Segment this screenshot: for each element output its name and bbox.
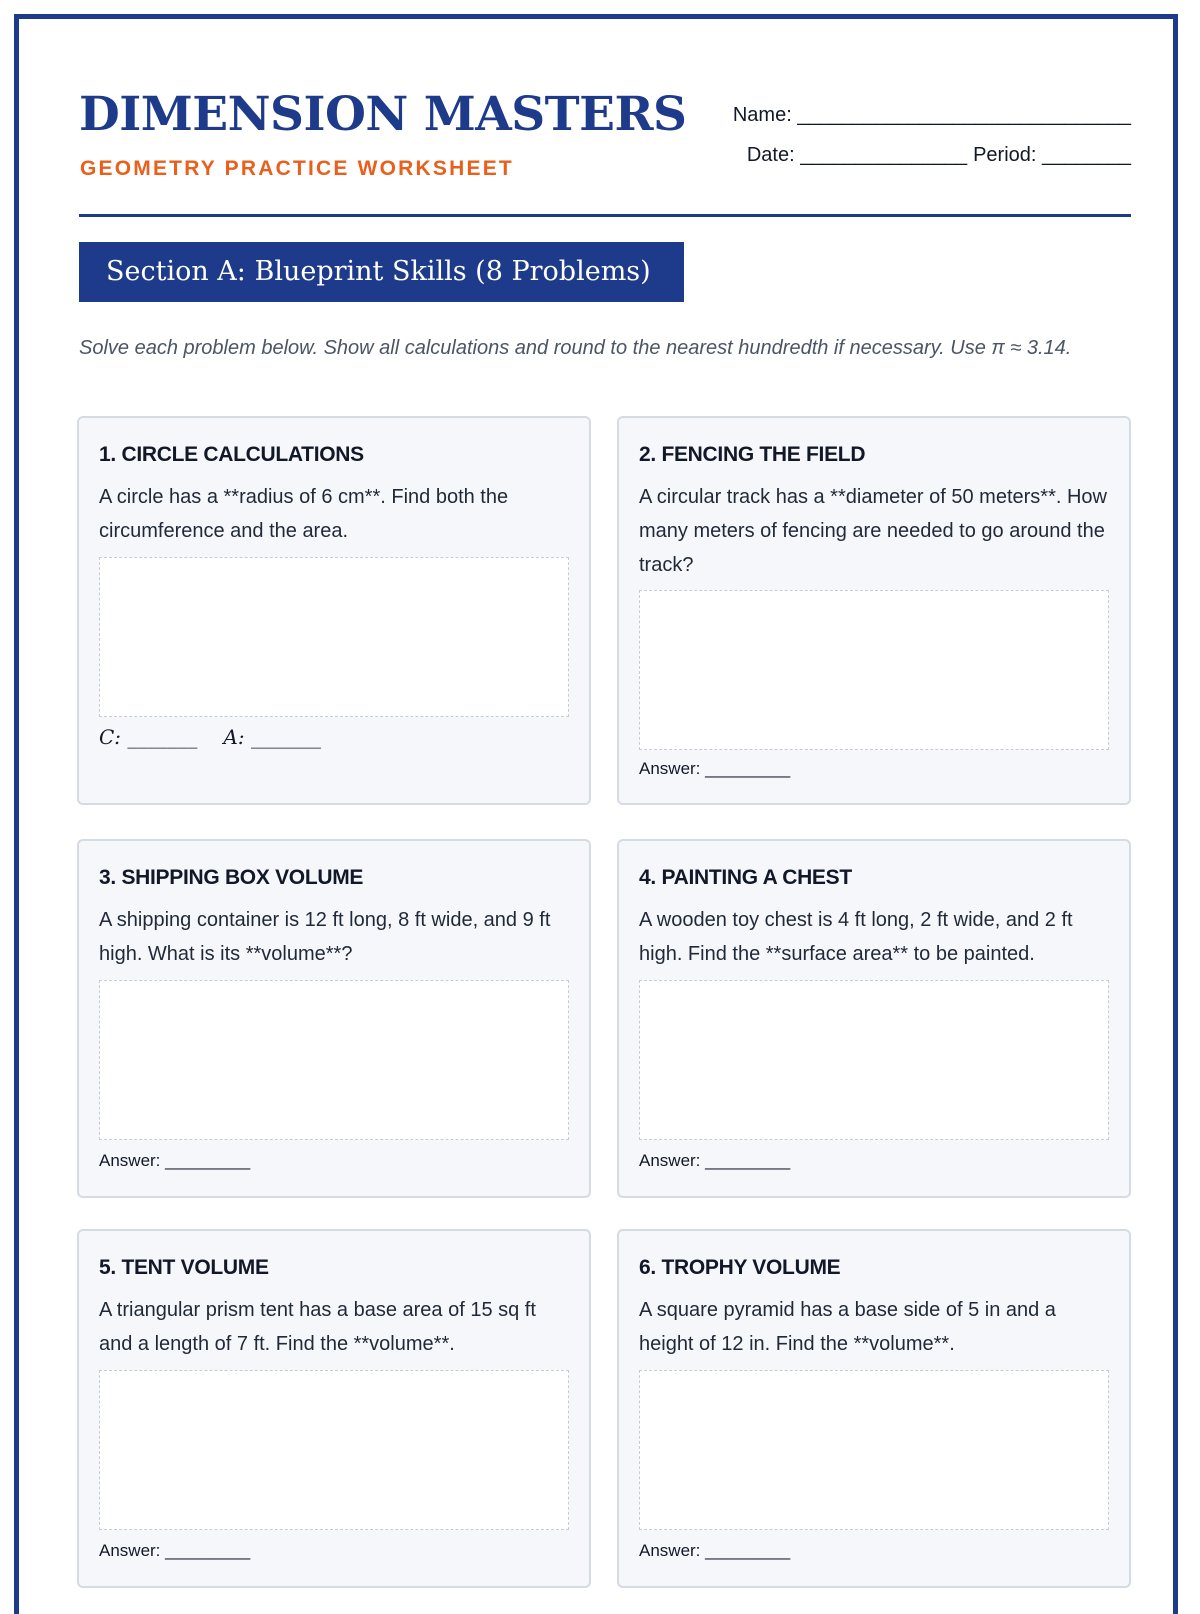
problem-card-6: [617, 1229, 1131, 1588]
circumference-answer[interactable]: C: _______: [99, 725, 198, 749]
section-a-banner: Section A: Blueprint Skills (8 Problems): [79, 242, 684, 302]
problem-card-3: [77, 839, 591, 1198]
problem-text: A circular track has a **diameter of 50 meters**. How many meters of fencing are needed to go around the track?: [639, 486, 1107, 576]
problem-card-1: [77, 416, 591, 805]
work-area[interactable]: [639, 590, 1109, 750]
answer-line[interactable]: Answer: _________: [99, 1151, 251, 1170]
problem-title: 4. PAINTING A CHEST: [639, 866, 852, 889]
problem-text: A circle has a **radius of 6 cm**. Find both the circumference and the area.: [99, 486, 509, 542]
answer-line[interactable]: Answer: _________: [639, 1541, 791, 1560]
problem-title: 3. SHIPPING BOX VOLUME: [99, 866, 364, 889]
answer-line[interactable]: Answer: _________: [639, 759, 791, 778]
answer-line[interactable]: Answer: _________: [99, 1541, 251, 1560]
work-area[interactable]: [639, 980, 1109, 1140]
problem-card-2: [617, 416, 1131, 805]
worksheet-header: [79, 77, 1131, 217]
work-area[interactable]: [99, 1370, 569, 1530]
student-info: [733, 95, 1131, 175]
problem-card-5: [77, 1229, 591, 1588]
problem-title: 5. TENT VOLUME: [99, 1256, 269, 1279]
worksheet-subtitle: GEOMETRY PRACTICE WORKSHEET: [80, 157, 514, 180]
worksheet-title: DIMENSION MASTERS: [79, 87, 687, 142]
problem-title: 2. FENCING THE FIELD: [639, 443, 866, 466]
problem-text: A shipping container is 12 ft long, 8 ft wide, and 9 ft high. What is its **volume**?: [99, 909, 551, 965]
date-line[interactable]: Date: _______________: [746, 144, 968, 166]
instructions: Solve each problem below. Show all calculations and round to the nearest hundredth if necessary. Use π ≈ 3.14.: [79, 337, 1072, 359]
problem-title: 1. CIRCLE CALCULATIONS: [99, 443, 364, 466]
problem-card-4: [617, 839, 1131, 1198]
area-answer[interactable]: A: _______: [223, 725, 321, 749]
worksheet-page: [14, 14, 1178, 1614]
problem-text: A triangular prism tent has a base area of 15 sq ft and a length of 7 ft. Find the **volume**.: [99, 1299, 536, 1355]
date-period-line: [733, 135, 1131, 175]
work-area[interactable]: [639, 1370, 1109, 1530]
work-area[interactable]: [99, 557, 569, 717]
name-line[interactable]: Name: ______________________________: [732, 104, 1131, 126]
period-line[interactable]: Period: ________: [973, 144, 1131, 166]
answer-line[interactable]: Answer: _________: [639, 1151, 791, 1170]
problem-text: A square pyramid has a base side of 5 in and a height of 12 in. Find the **volume**.: [639, 1299, 1056, 1355]
work-area[interactable]: [99, 980, 569, 1140]
answer-line: [99, 725, 321, 749]
problem-title: 6. TROPHY VOLUME: [639, 1256, 841, 1279]
problem-text: A wooden toy chest is 4 ft long, 2 ft wide, and 2 ft high. Find the **surface area** to be painted.: [639, 909, 1073, 965]
